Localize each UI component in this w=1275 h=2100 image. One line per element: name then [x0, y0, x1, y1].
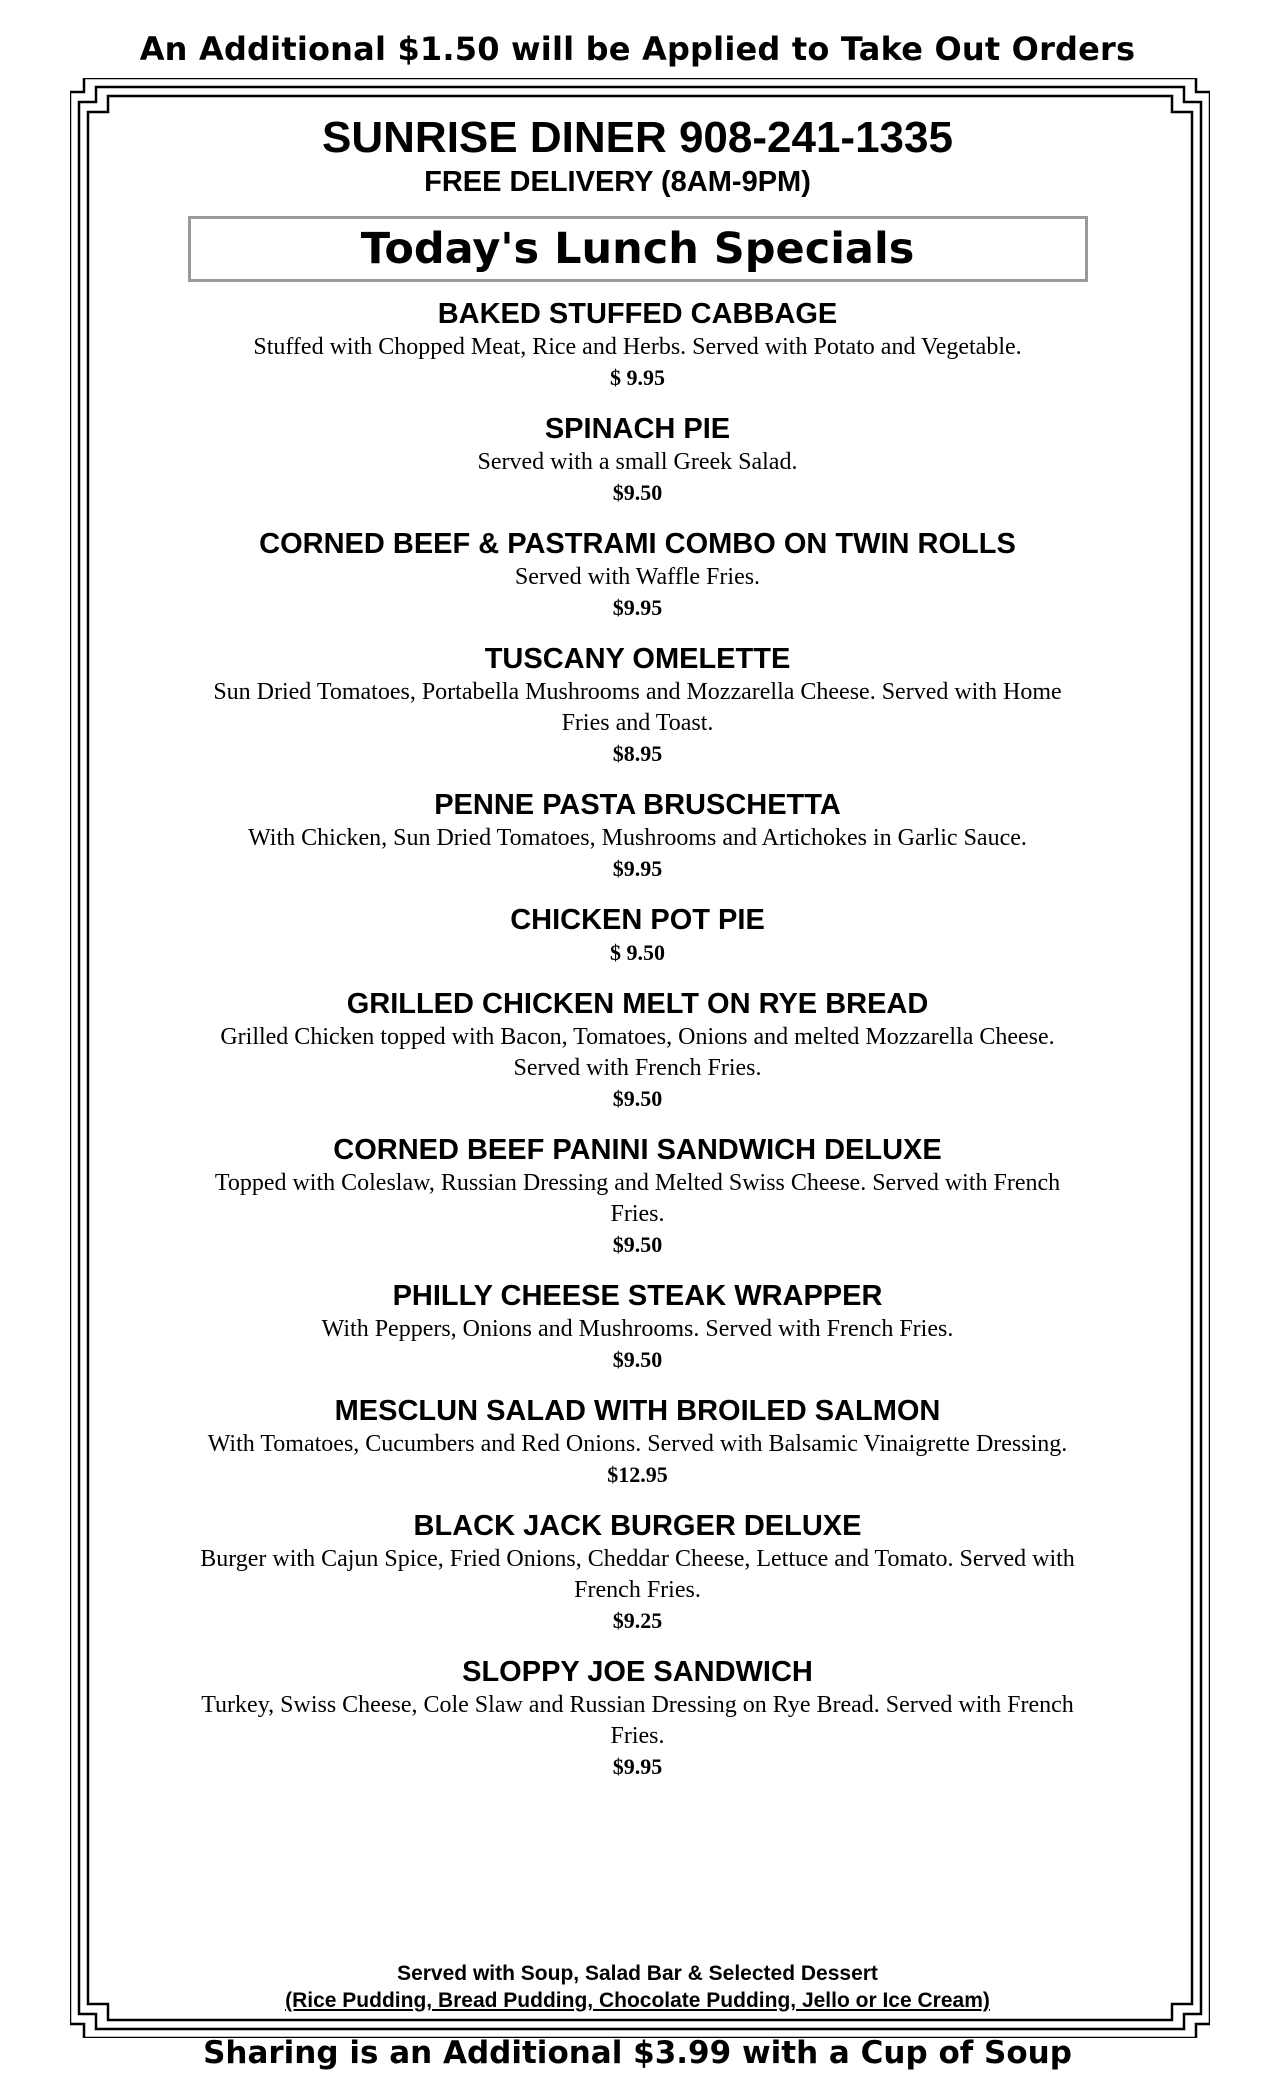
menu-item: [180, 1393, 1095, 1490]
menu-item: [180, 641, 1095, 769]
item-name: CORNED BEEF & PASTRAMI COMBO ON TWIN ROLLS: [259, 528, 1016, 560]
item-description: Stuffed with Chopped Meat, Rice and Herbs. Served with Potato and Vegetable.: [253, 334, 1022, 360]
item-name: SLOPPY JOE SANDWICH: [462, 1656, 813, 1688]
menu-item: [180, 787, 1095, 884]
item-name: BLACK JACK BURGER DELUXE: [413, 1510, 862, 1542]
item-price: $ 9.50: [610, 940, 665, 965]
item-price: $9.50: [612, 1347, 663, 1372]
menu-item: [180, 411, 1095, 508]
menu-item: [180, 526, 1095, 623]
item-description: Turkey, Swiss Cheese, Cole Slaw and Russian Dressing on Rye Bread. Served with French Fries.: [201, 1692, 1074, 1749]
item-name: SPINACH PIE: [544, 413, 731, 445]
item-name: GRILLED CHICKEN MELT ON RYE BREAD: [346, 988, 929, 1020]
item-name: MESCLUN SALAD WITH BROILED SALMON: [334, 1395, 941, 1427]
specials-list: [180, 296, 1095, 1782]
specials-heading-box: [188, 216, 1088, 282]
item-description: With Chicken, Sun Dried Tomatoes, Mushrooms and Artichokes in Garlic Sauce.: [248, 825, 1027, 851]
item-price: $9.50: [612, 480, 663, 505]
diner-title: SUNRISE DINER 908-241-1335: [322, 113, 953, 162]
item-description: Grilled Chicken topped with Bacon, Tomatoes, Onions and melted Mozzarella Cheese. Served with French Fries.: [220, 1024, 1055, 1081]
item-description: With Tomatoes, Cucumbers and Red Onions. Served with Balsamic Vinaigrette Dressing.: [207, 1431, 1068, 1457]
item-name: PHILLY CHEESE STEAK WRAPPER: [392, 1280, 883, 1312]
menu-footer: [180, 1960, 1095, 2014]
menu-item: [180, 986, 1095, 1114]
footer-included: Served with Soup, Salad Bar & Selected Dessert: [397, 1962, 878, 1985]
item-description: Topped with Coleslaw, Russian Dressing and Melted Swiss Cheese. Served with French Fries.: [214, 1170, 1061, 1227]
menu-item: [180, 1654, 1095, 1782]
item-name: TUSCANY OMELETTE: [484, 643, 791, 675]
delivery-info: FREE DELIVERY (8AM-9PM): [424, 166, 811, 198]
item-description: Burger with Cajun Spice, Fried Onions, Cheddar Cheese, Lettuce and Tomato. Served with French Fries.: [200, 1546, 1075, 1603]
item-price: $9.95: [612, 1754, 663, 1779]
menu-item: [180, 1132, 1095, 1260]
item-name: CHICKEN POT PIE: [510, 904, 765, 936]
item-name: PENNE PASTA BRUSCHETTA: [434, 789, 841, 821]
menu-item: [180, 296, 1095, 393]
item-price: $9.50: [612, 1086, 663, 1111]
item-price: $8.95: [612, 741, 663, 766]
item-description: With Peppers, Onions and Mushrooms. Served with French Fries.: [321, 1316, 954, 1342]
item-price: $9.50: [612, 1232, 663, 1257]
item-price: $9.95: [612, 595, 663, 620]
item-description: Sun Dried Tomatoes, Portabella Mushrooms and Mozzarella Cheese. Served with Home Fries and Toast.: [213, 679, 1062, 736]
menu-content: [180, 112, 1095, 1800]
specials-heading: Today's Lunch Specials: [360, 224, 915, 274]
menu-item: [180, 1508, 1095, 1636]
item-name: BAKED STUFFED CABBAGE: [437, 298, 838, 330]
item-price: $9.25: [612, 1608, 663, 1633]
item-price: $ 9.95: [610, 365, 665, 390]
menu-item: [180, 902, 1095, 968]
item-name: CORNED BEEF PANINI SANDWICH DELUXE: [333, 1134, 942, 1166]
item-description: Served with a small Greek Salad.: [477, 449, 798, 475]
sharing-notice: Sharing is an Additional $3.99 with a Cup of Soup: [203, 2035, 1072, 2071]
item-description: Served with Waffle Fries.: [514, 564, 761, 590]
item-price: $9.95: [612, 856, 663, 881]
menu-item: [180, 1278, 1095, 1375]
item-price: $12.95: [607, 1462, 668, 1487]
takeout-notice: An Additional $1.50 will be Applied to Take Out Orders: [139, 30, 1136, 68]
footer-dessert-options: (Rice Pudding, Bread Pudding, Chocolate Pudding, Jello or Ice Cream): [285, 1989, 990, 2012]
